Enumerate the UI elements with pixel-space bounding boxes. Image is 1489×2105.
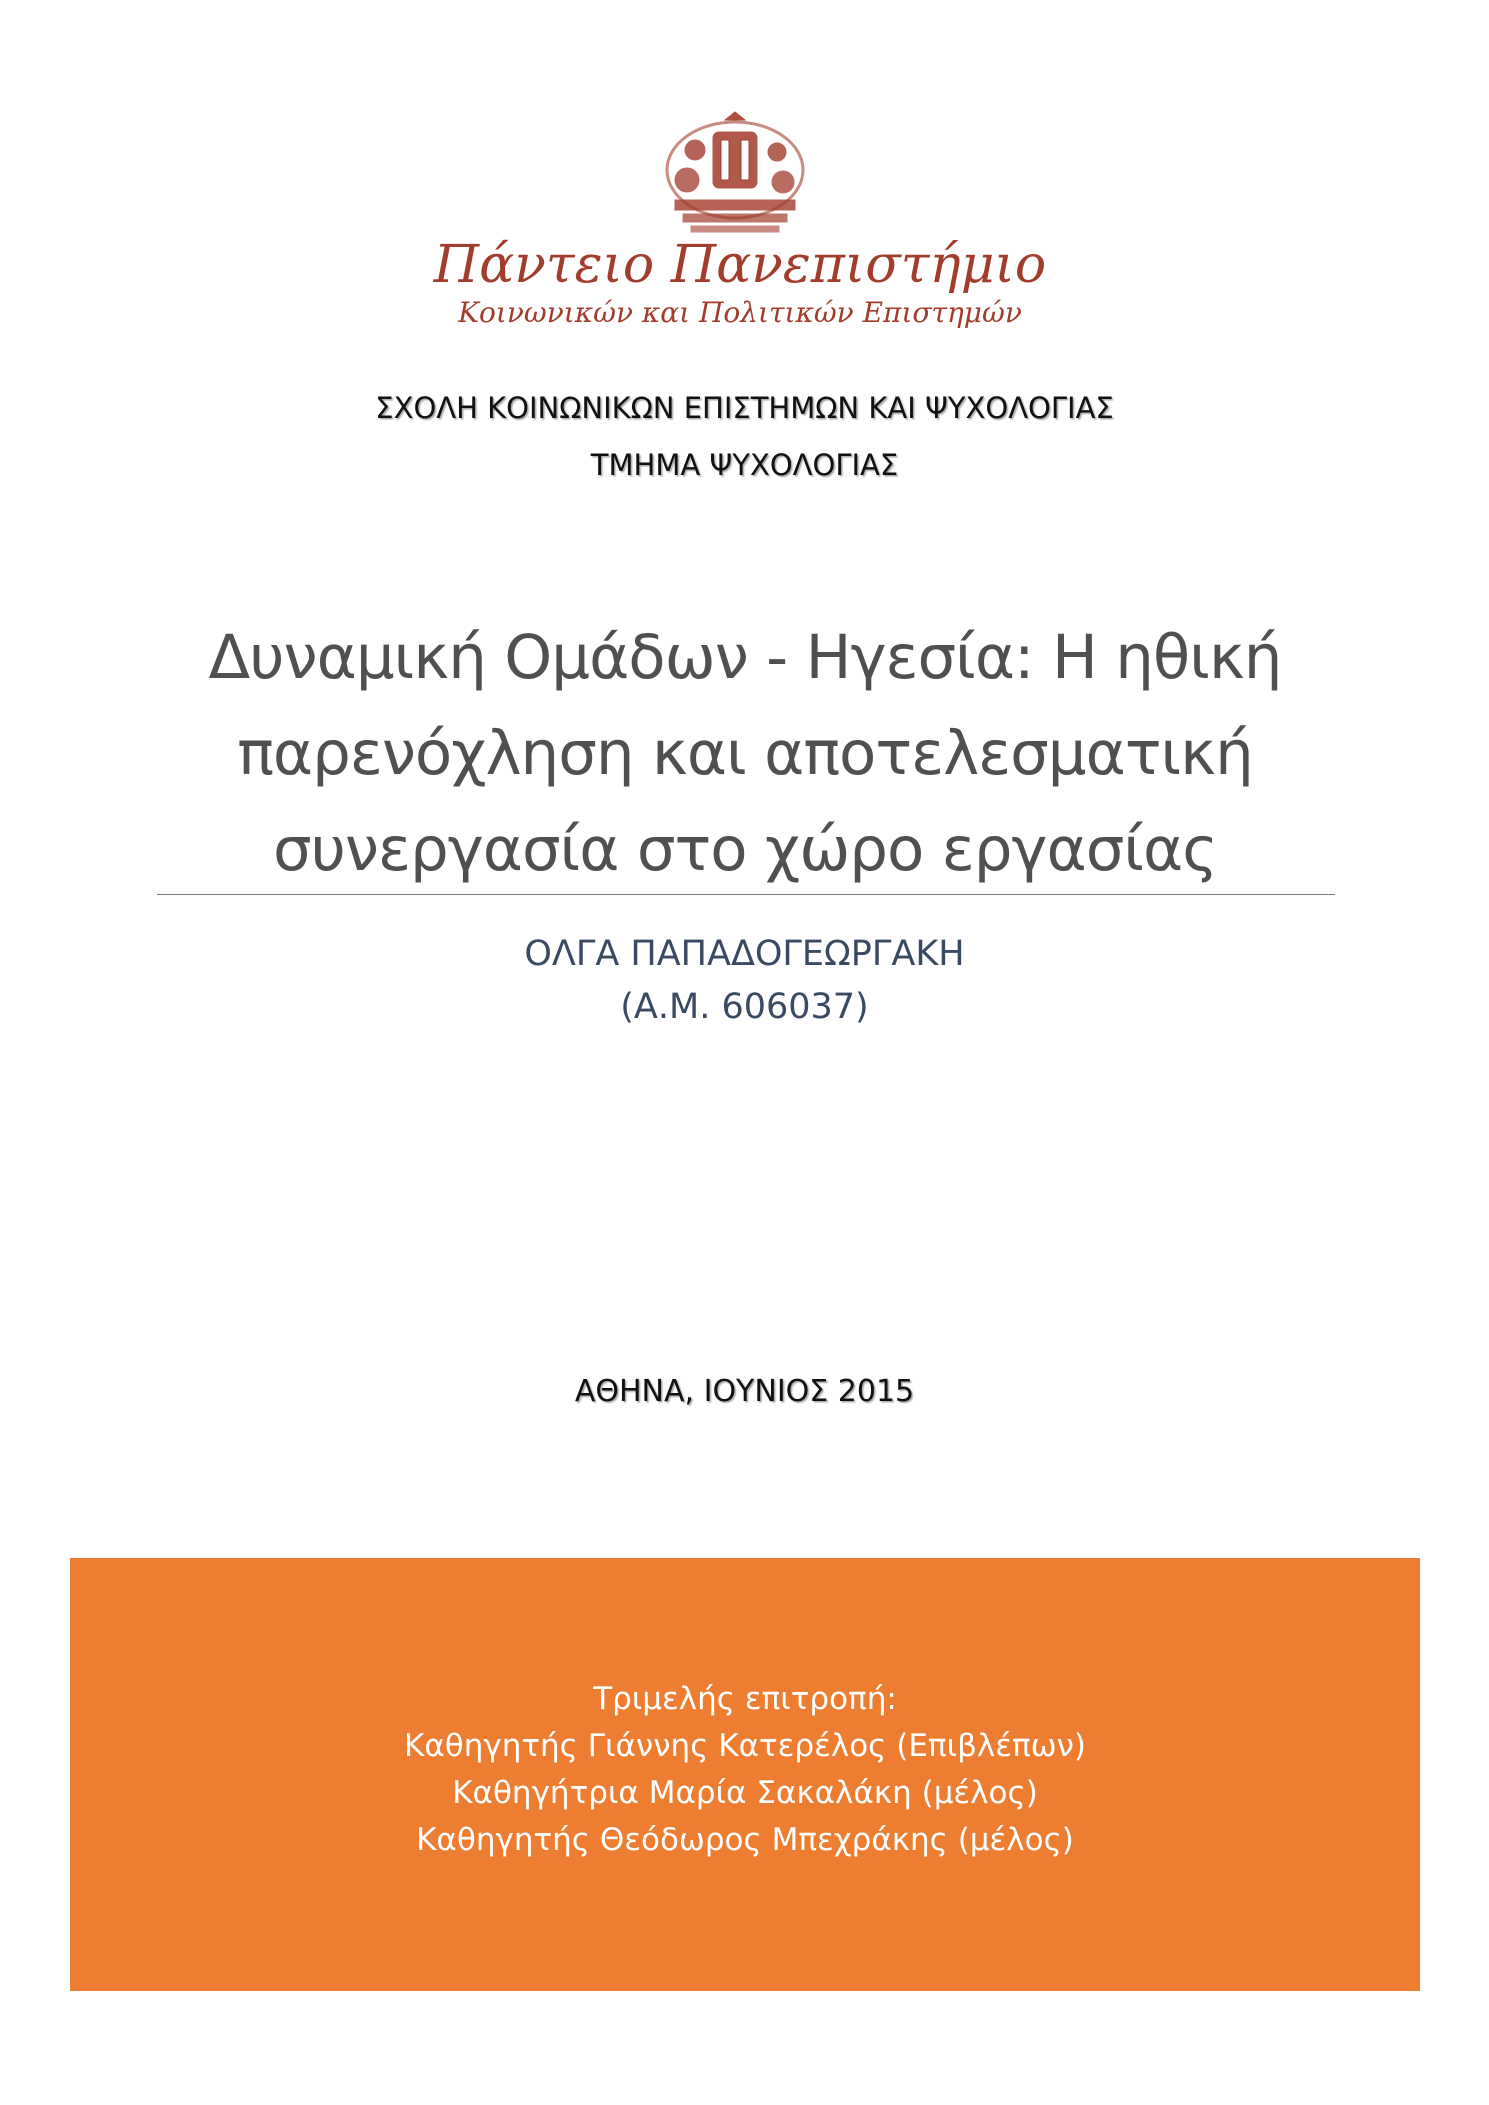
place-date: ΑΘΗΝΑ, ΙΟΥΝΙΟΣ 2015 (574, 1374, 915, 1409)
logo-subtitle-text: Κοινωνικών και Πολιτικών Επιστημών (458, 296, 1022, 329)
thesis-title (150, 610, 1340, 898)
thesis-title-line-3: συνεργασία στο χώρο εργασίας (272, 814, 1218, 885)
committee-member: Καθηγητής Θεόδωρος Μπεχράκης (μέλος) (416, 1822, 1074, 1858)
university-logo (395, 110, 1095, 350)
thesis-title-line-1: Δυναμική Ομάδων - Ηγεσία: Η ηθική (208, 622, 1282, 693)
committee-box (70, 1558, 1420, 1991)
title-divider (157, 894, 1335, 895)
author-name: ΟΛΓΑ ΠΑΠΑΔΟΓΕΩΡΓΑΚΗ (524, 934, 965, 974)
author-block (0, 928, 1489, 1034)
committee-member: Καθηγητής Γιάννης Κατερέλος (Επιβλέπων) (404, 1728, 1086, 1764)
school-header (0, 380, 1489, 494)
committee-member: Καθηγήτρια Μαρία Σακαλάκη (μέλος) (452, 1775, 1038, 1811)
committee-heading: Τριμελής επιτροπή: (593, 1681, 897, 1717)
committee-text (70, 1676, 1420, 1864)
department-name: ΤΜΗΜΑ ΨΥΧΟΛΟΓΙΑΣ (590, 448, 899, 482)
logo-name-text: Πάντειο Πανεπιστήμιο (433, 235, 1047, 295)
student-id: (Α.Μ. 606037) (620, 987, 869, 1027)
school-name: ΣΧΟΛΗ ΚΟΙΝΩΝΙΚΩΝ ΕΠΙΣΤΗΜΩΝ ΚΑΙ ΨΥΧΟΛΟΓΙΑΣ (375, 391, 1114, 425)
thesis-title-line-2: παρενόχληση και αποτελεσματική (237, 718, 1253, 789)
university-emblem-icon (395, 110, 1095, 350)
